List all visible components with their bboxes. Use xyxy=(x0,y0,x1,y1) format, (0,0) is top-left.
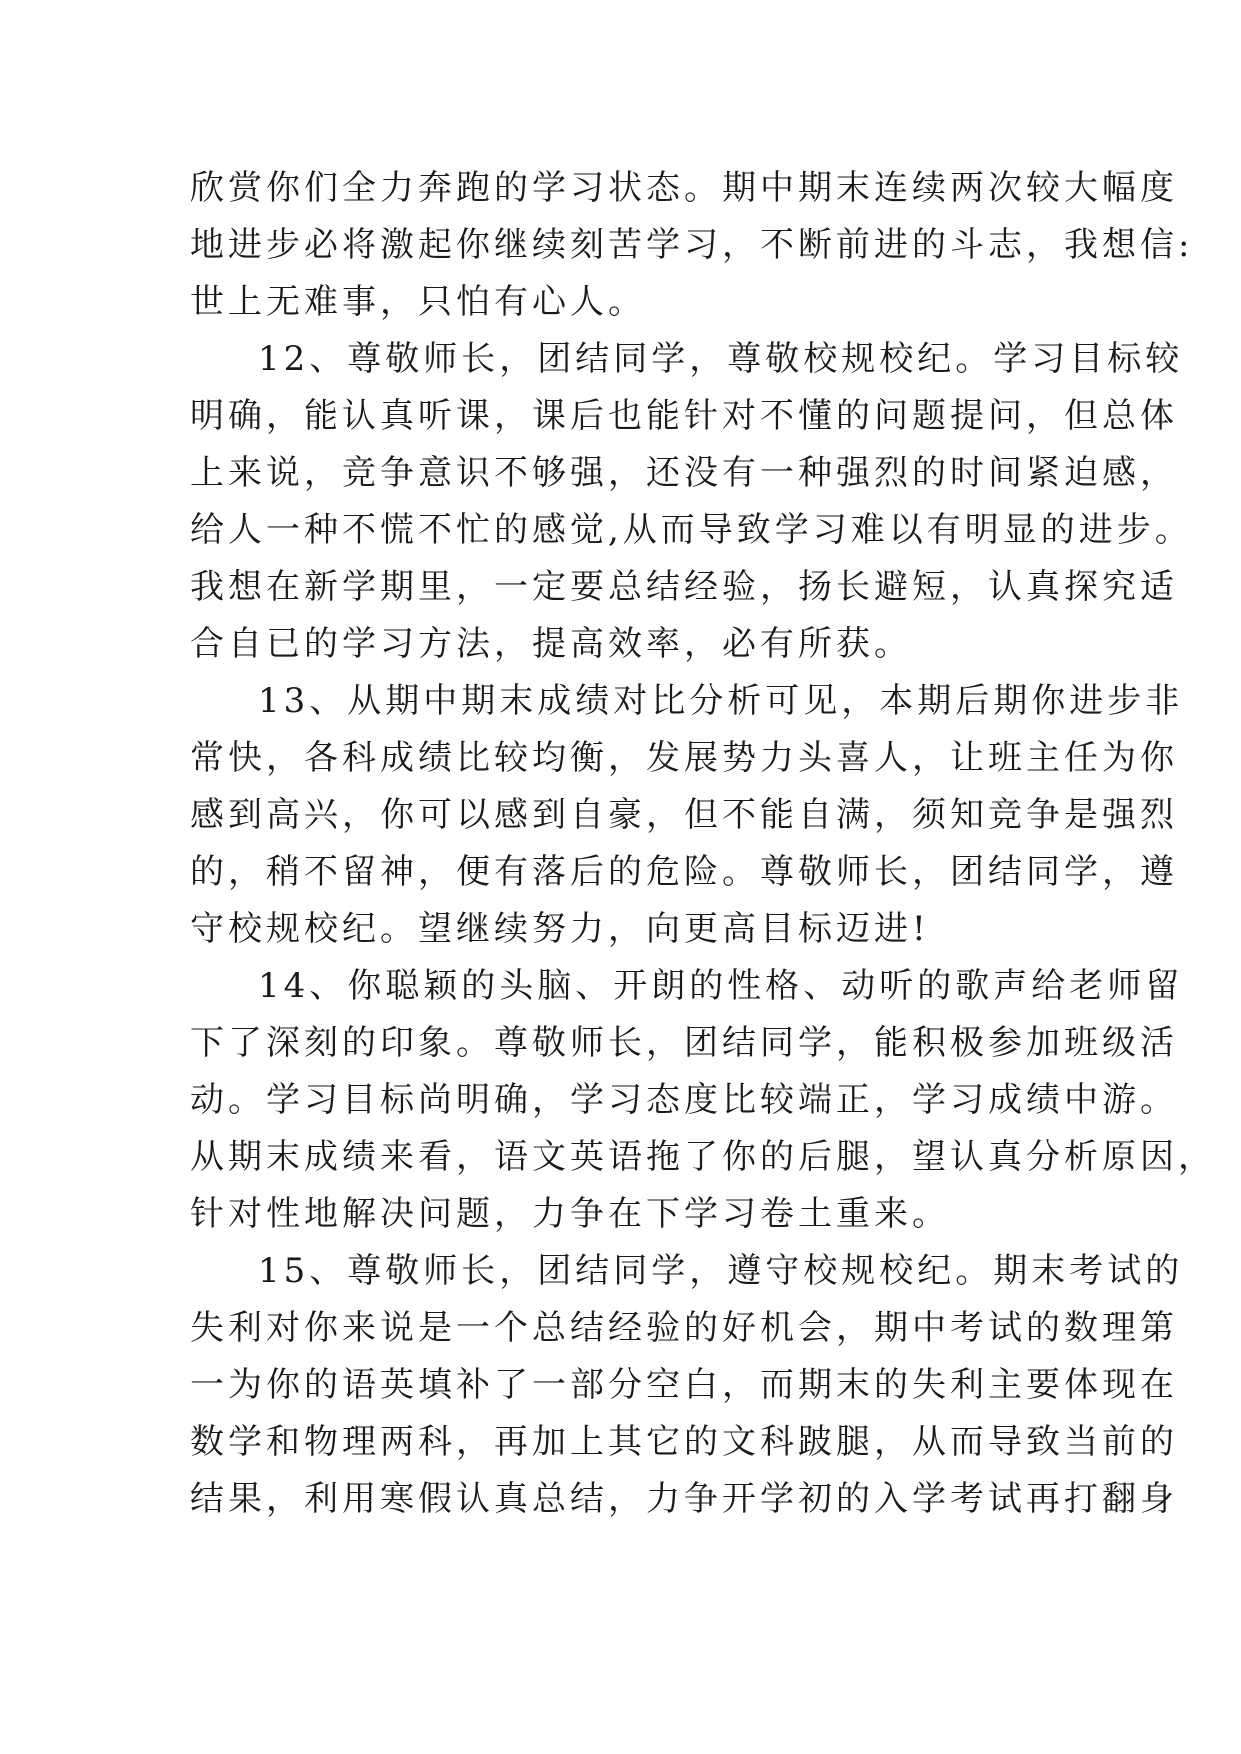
text-line: 13、从期中期末成绩对比分析可见，本期后期你进步非 xyxy=(258,681,1184,721)
text-line: 动。学习目标尚明确，学习态度比较端正，学习成绩中游。 xyxy=(190,1080,1178,1120)
text-line: 世上无难事，只怕有心人。 xyxy=(190,282,646,322)
text-line: 欣赏你们全力奔跑的学习状态。期中期末连续两次较大幅度 xyxy=(190,168,1178,208)
paragraph-15 xyxy=(190,1243,1184,1528)
text-line: 下了深刻的印象。尊敬师长，团结同学，能积极参加班级活 xyxy=(190,1023,1178,1063)
text-line: 守校规校纪。望继续努力，向更高目标迈进! xyxy=(190,909,930,949)
text-line: 针对性地解决问题，力争在下学习卷土重来。 xyxy=(190,1194,950,1234)
text-line: 的，稍不留神，便有落后的危险。尊敬师长，团结同学，遵 xyxy=(190,852,1178,892)
text-line: 地进步必将激起你继续刻苦学习，不断前进的斗志，我想信: xyxy=(190,225,1194,265)
paragraph-11-continuation xyxy=(190,160,1194,331)
text-line: 上来说，竞争意识不够强，还没有一种强烈的时间紧迫感， xyxy=(190,453,1178,493)
text-line: 感到高兴，你可以感到自豪，但不能自满，须知竞争是强烈 xyxy=(190,795,1178,835)
text-line: 我想在新学期里，一定要总结经验，扬长避短，认真探究适 xyxy=(190,567,1178,607)
text-line: 明确，能认真听课，课后也能针对不懂的问题提问，但总体 xyxy=(190,396,1178,436)
text-line: 给人一种不慌不忙的感觉,从而导致学习难以有明显的进步。 xyxy=(190,510,1193,550)
paragraph-13 xyxy=(190,673,1184,958)
paragraph-14 xyxy=(190,958,1216,1243)
text-line: 12、尊敬师长，团结同学，尊敬校规校纪。学习目标较 xyxy=(258,339,1184,379)
text-line: 合自已的学习方法，提高效率，必有所获。 xyxy=(190,624,912,664)
text-line: 一为你的语英填补了一部分空白，而期末的失利主要体现在 xyxy=(190,1365,1178,1405)
paragraph-12 xyxy=(190,331,1193,673)
text-line: 常快，各科成绩比较均衡，发展势力头喜人，让班主任为你 xyxy=(190,738,1178,778)
text-line: 结果，利用寒假认真总结，力争开学初的入学考试再打翻身 xyxy=(190,1479,1178,1519)
text-line: 14、你聪颖的头脑、开朗的性格、动听的歌声给老师留 xyxy=(258,966,1184,1006)
text-line: 从期末成绩来看，语文英语拖了你的后腿，望认真分析原因， xyxy=(190,1137,1216,1177)
text-line: 数学和物理两科，再加上其它的文科跛腿，从而导致当前的 xyxy=(190,1422,1178,1462)
text-line: 15、尊敬师长，团结同学，遵守校规校纪。期末考试的 xyxy=(258,1251,1184,1291)
document-body xyxy=(190,160,1216,1528)
text-line: 失利对你来说是一个总结经验的好机会，期中考试的数理第 xyxy=(190,1308,1178,1348)
